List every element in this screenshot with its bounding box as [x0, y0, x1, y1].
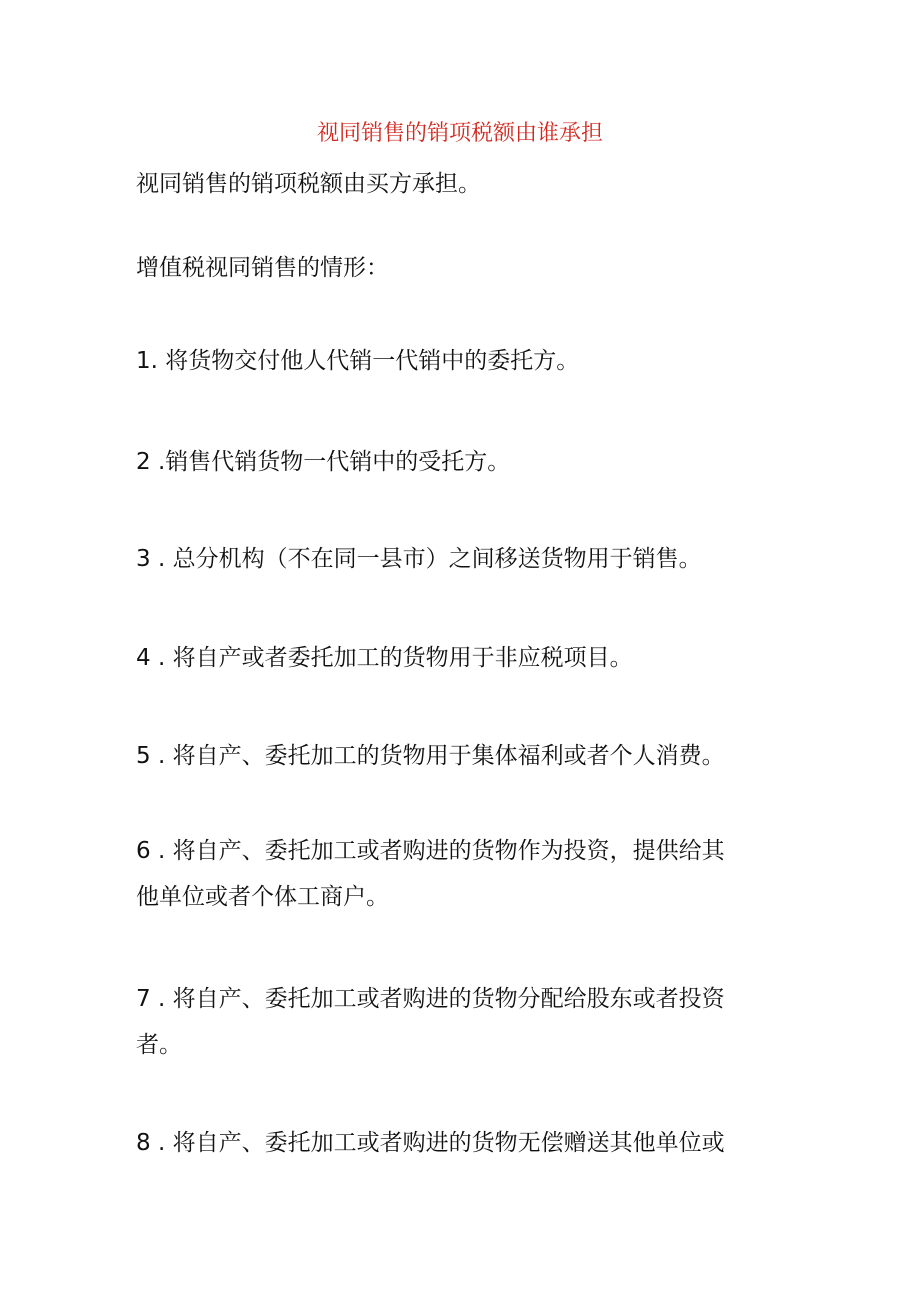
document-title: 视同销售的销项税额由谁承担	[316, 121, 603, 146]
list-item-1-line-1: 1. 将货物交付他人代销一代销中的委托方。	[136, 348, 580, 374]
list-item-4	[136, 642, 776, 674]
list-item-8	[136, 1127, 776, 1159]
list-item-4-line-1: 4 . 将自产或者委托加工的货物用于非应税项目。	[136, 645, 633, 671]
list-item-5	[136, 740, 776, 772]
list-item-6	[136, 835, 776, 913]
answer-paragraph: 视同销售的销项税额由买方承担。	[136, 171, 481, 197]
list-item-7	[136, 983, 776, 1061]
list-item-3-line-1: 3 . 总分机构（不在同一县市）之间移送货物用于销售。	[136, 546, 702, 572]
list-item-7-line-1: 7 . 将自产、委托加工或者购进的货物分配给股东或者投资	[136, 986, 725, 1012]
list-item-2	[136, 446, 776, 478]
list-item-6-line-2: 他单位或者个体工商户。	[136, 884, 389, 910]
list-item-7-line-2: 者。	[136, 1032, 182, 1058]
list-item-8-line-1: 8 . 将自产、委托加工或者购进的货物无偿赠送其他单位或	[136, 1130, 725, 1156]
list-item-6-line-1: 6 . 将自产、委托加工或者购进的货物作为投资，提供给其	[136, 838, 725, 864]
list-item-2-line-1: 2 .销售代销货物一代销中的受托方。	[136, 449, 511, 475]
intro-paragraph: 增值税视同销售的情形：	[136, 255, 389, 281]
list-item-1	[136, 345, 776, 377]
list-item-5-line-1: 5 . 将自产、委托加工的货物用于集体福利或者个人消费。	[136, 743, 725, 769]
list-item-3	[136, 543, 776, 575]
